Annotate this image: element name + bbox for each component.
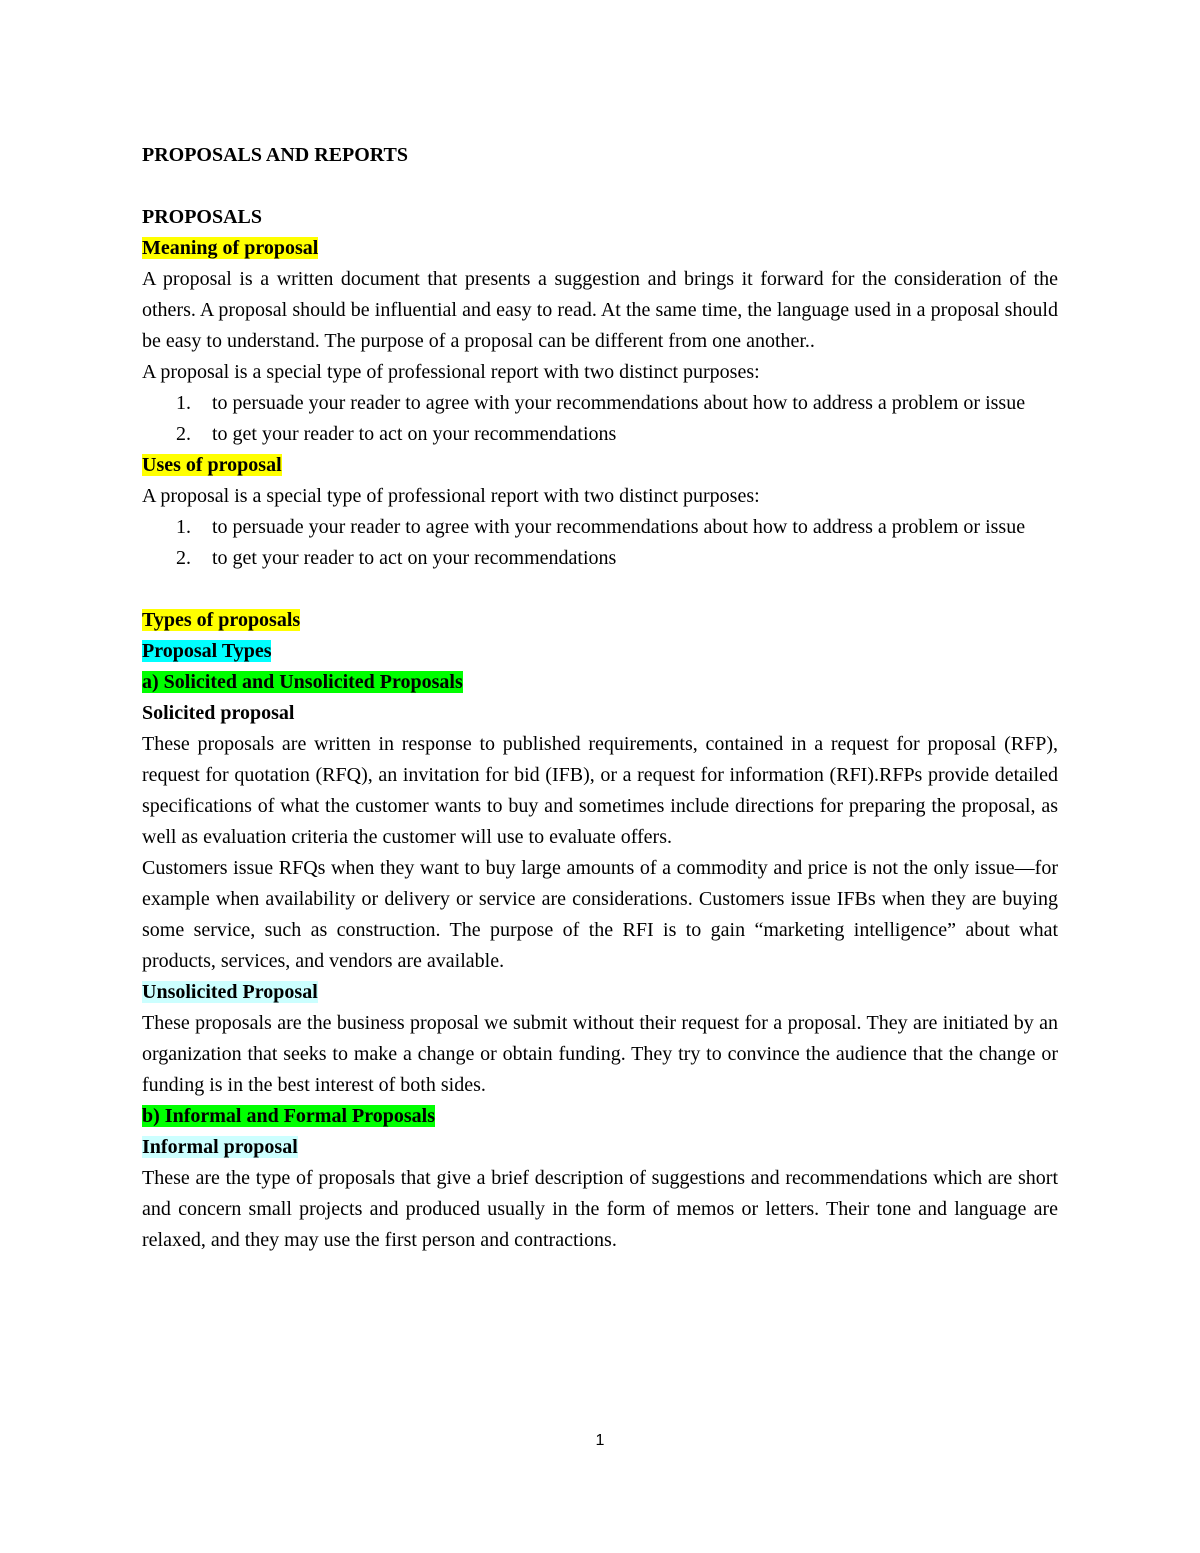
list-number: 1. xyxy=(176,392,191,414)
unsolicited-heading-text: Unsolicited Proposal xyxy=(142,981,318,1003)
list-item xyxy=(142,419,1058,450)
list-number: 2. xyxy=(176,547,191,569)
meaning-heading-text: Meaning of proposal xyxy=(142,237,319,259)
proposal-types-subheading-text: Proposal Types xyxy=(142,640,272,662)
list-number: 2. xyxy=(176,423,191,445)
proposal-types-subheading xyxy=(142,636,1058,667)
unsolicited-heading xyxy=(142,977,1058,1008)
informal-formal-heading-text: b) Informal and Formal Proposals xyxy=(142,1105,435,1127)
list-item xyxy=(142,543,1058,574)
types-heading xyxy=(142,605,1058,636)
section-title: PROPOSALS xyxy=(142,206,263,228)
list-text: to persuade your reader to agree with your recommendations about how to address a problem or issue xyxy=(212,392,1026,414)
meaning-list xyxy=(142,388,1058,450)
solicited-unsolicited-heading-text: a) Solicited and Unsolicited Proposals xyxy=(142,671,463,693)
unsolicited-paragraph: These proposals are the business proposal we submit without their request for a proposal. They are initiated by an organization that seeks to make a change or obtain funding. They try to convince the audience that the change or funding is in the best interest of both sides. xyxy=(142,1012,1058,1096)
informal-paragraph: These are the type of proposals that give a brief description of suggestions and recommendations which are short and concern small projects and produced usually in the form of memos or letters. Their tone and language are relaxed, and they may use the first person and contractions. xyxy=(142,1167,1058,1251)
list-item xyxy=(142,388,1058,419)
solicited-heading: Solicited proposal xyxy=(142,702,295,724)
solicited-paragraph-2: Customers issue RFQs when they want to buy large amounts of a commodity and price is not the only issue—for example when availability or delivery or service are considerations. Customers issue IFBs when they are buying some service, such as construction. The purpose of the RFI is to gain “marketing intelligence” about what products, services, and vendors are available. xyxy=(142,857,1058,972)
list-number: 1. xyxy=(176,516,191,538)
meaning-paragraph: A proposal is a written document that presents a suggestion and brings it forward for the consideration of the others. A proposal should be influential and easy to read. At the same time, the language used in a proposal should be easy to understand. The purpose of a proposal can be different from one another.. xyxy=(142,268,1058,352)
informal-heading xyxy=(142,1132,1058,1163)
solicited-paragraph-1: These proposals are written in response to published requirements, contained in a request for proposal (RFP), request for quotation (RFQ), an invitation for bid (IFB), or a request for information (RFI).RFPs provide detailed specifications of what the customer wants to buy and sometimes include directions for preparing the proposal, as well as evaluation criteria the customer will use to evaluate offers. xyxy=(142,733,1058,848)
list-item xyxy=(142,512,1058,543)
types-heading-text: Types of proposals xyxy=(142,609,301,631)
page-number: 1 xyxy=(595,1432,605,1449)
list-text: to get your reader to act on your recommendations xyxy=(212,547,617,569)
informal-heading-text: Informal proposal xyxy=(142,1136,298,1158)
document-body xyxy=(142,140,1058,1256)
uses-list xyxy=(142,512,1058,574)
meaning-intro: A proposal is a special type of professional report with two distinct purposes: xyxy=(142,361,760,383)
spacer xyxy=(142,171,1058,202)
document-title: PROPOSALS AND REPORTS xyxy=(142,144,409,166)
solicited-unsolicited-heading xyxy=(142,667,1058,698)
list-text: to get your reader to act on your recommendations xyxy=(212,423,617,445)
uses-heading-text: Uses of proposal xyxy=(142,454,282,476)
list-text: to persuade your reader to agree with your recommendations about how to address a problem or issue xyxy=(212,516,1026,538)
informal-formal-heading xyxy=(142,1101,1058,1132)
uses-intro: A proposal is a special type of professional report with two distinct purposes: xyxy=(142,485,760,507)
meaning-heading xyxy=(142,233,1058,264)
spacer xyxy=(142,574,1058,605)
uses-heading xyxy=(142,450,1058,481)
